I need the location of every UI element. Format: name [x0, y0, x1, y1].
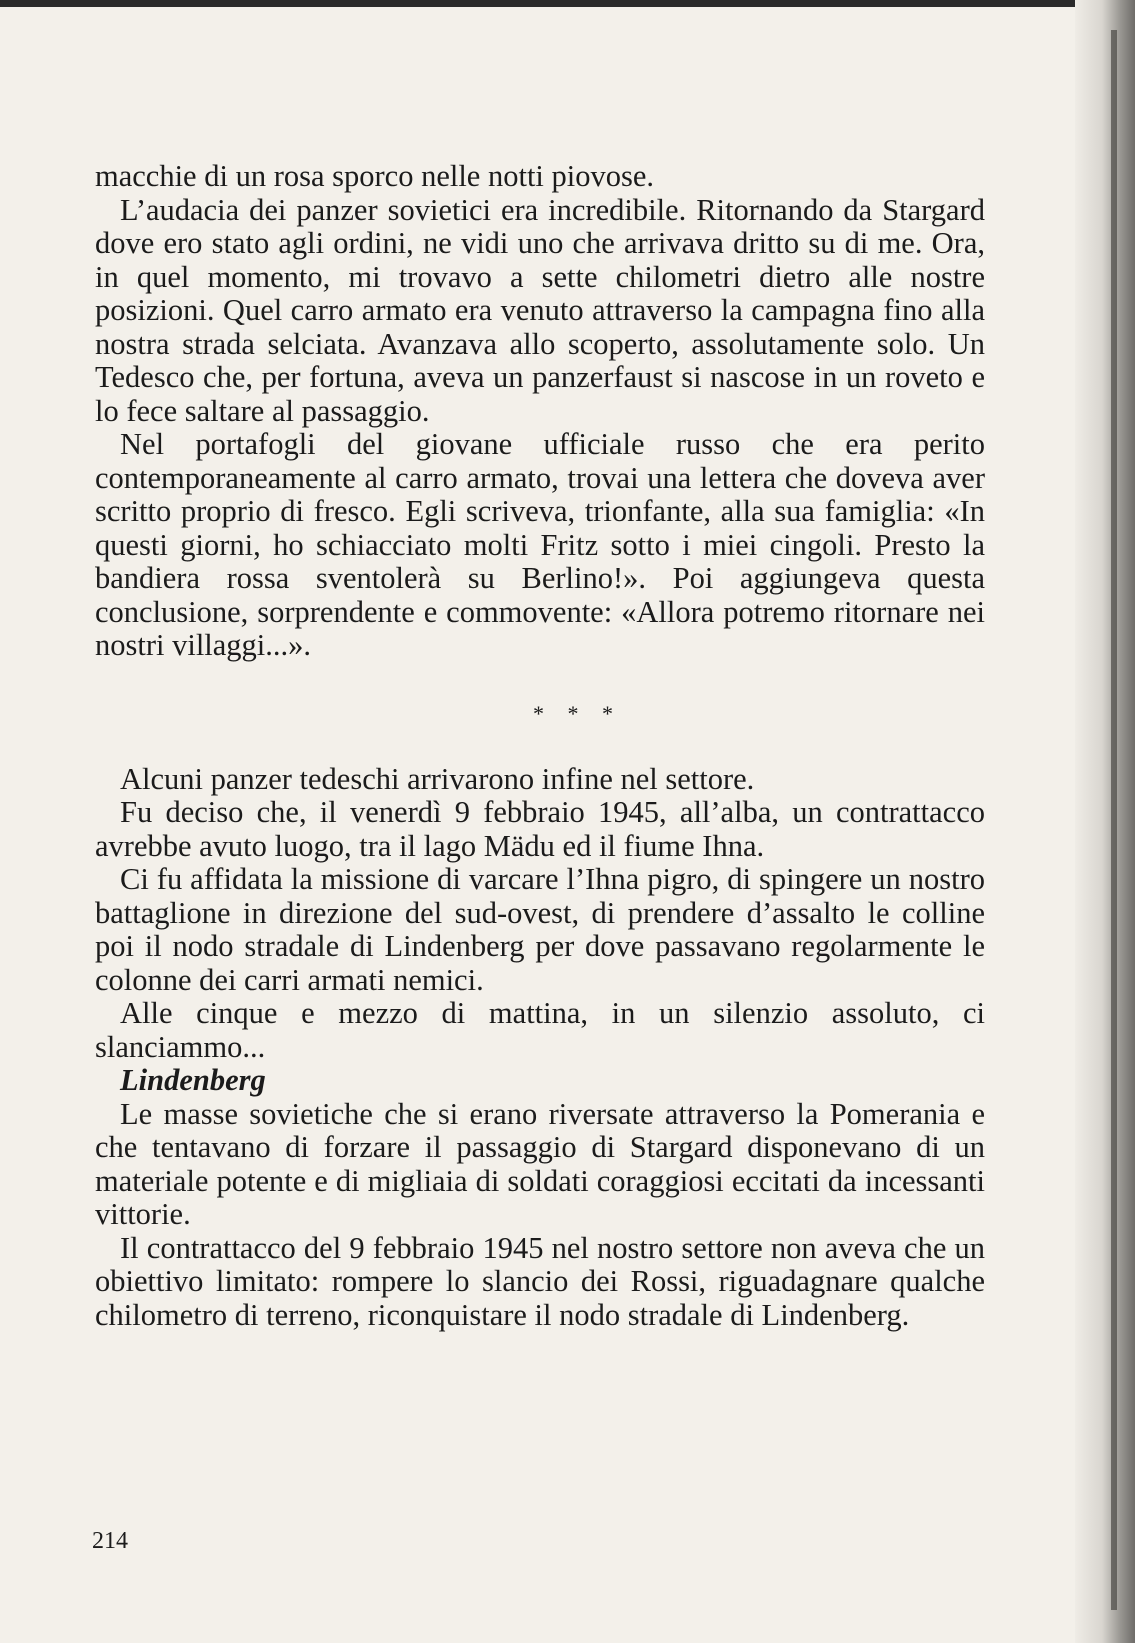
- page-number: 214: [92, 1528, 128, 1554]
- paragraph: L’audacia dei panzer sovietici era incredibile. Ritornando da Stargard dove ero stato agli ordini, ne vidi uno che arrivava dritto su di me. Ora, in quel momento, mi trovavo a sette chilometri dietro alle nostre posizioni. Quel carro armato era venuto attraverso la campagna fino alla nostra strada selciata. Avanzava allo scoperto, assolutamente solo. Un Tedesco che, per fortuna, aveva un panzerfaust si nascose in un roveto e lo fece saltare al passaggio.: [95, 192, 985, 428]
- paragraph: Fu deciso che, il venerdì 9 febbraio 1945, all’alba, un contrattacco avrebbe avuto luogo, tra il lago Mädu ed il fiume Ihna.: [95, 795, 985, 863]
- page-binding-edge: [1075, 0, 1135, 1643]
- paragraph: macchie di un rosa sporco nelle notti piovose.: [95, 159, 655, 193]
- paragraph: Le masse sovietiche che si erano riversate attraverso la Pomerania e che tentavano di forzare il passaggio di Stargard disponevano di un materiale potente e di migliaia di soldati coraggiosi eccitati da incessanti vittorie.: [95, 1096, 985, 1231]
- body-text: [95, 160, 985, 1332]
- binding-shadow-bar: [1111, 30, 1117, 1610]
- section-heading: Lindenberg: [120, 1063, 266, 1097]
- section-separator: * * *: [533, 700, 622, 726]
- top-edge-shadow: [0, 0, 1135, 7]
- paragraph: Nel portafogli del giovane ufficiale russo che era perito contemporaneamente al carro armato, trovai una lettera che doveva aver scritto proprio di fresco. Egli scriveva, trionfante, alla sua famiglia: «In questi giorni, ho schiacciato molti Fritz sotto i miei cingoli. Presto la bandiera rossa sventolerà su Berlino!». Poi aggiungeva questa conclusione, sorprendente e commovente: «Allora potremo ritornare nei nostri villaggi...».: [95, 427, 985, 662]
- paragraph: Alle cinque e mezzo di mattina, in un silenzio assoluto, ci slanciammo...: [95, 996, 985, 1064]
- paragraph: Il contrattacco del 9 febbraio 1945 nel nostro settore non aveva che un obiettivo limitato: rompere lo slancio dei Rossi, riguadagnare qualche chilometro di terreno, riconquistare il nodo stradale di Lindenberg.: [95, 1230, 985, 1332]
- paragraph: Alcuni panzer tedeschi arrivarono infine nel settore.: [120, 761, 755, 796]
- paragraph: Ci fu affidata la missione di varcare l’Ihna pigro, di spingere un nostro battaglione in direzione del sud-ovest, di prendere d’assalto le colline poi il nodo stradale di Lindenberg per dove passavano regolarmente le colonne dei carri armati nemici.: [95, 862, 985, 997]
